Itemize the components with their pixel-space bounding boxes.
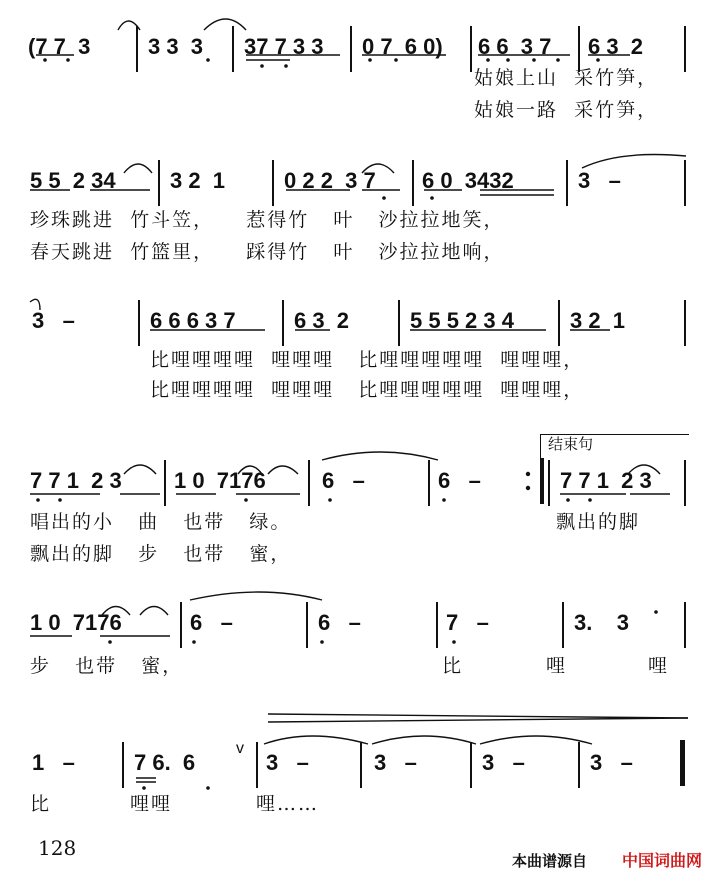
- measure: 3 –: [578, 168, 621, 193]
- barline: [398, 300, 400, 346]
- barline: [350, 26, 352, 72]
- measure: 3 –: [32, 308, 75, 333]
- measure: 7 7 1 2 3: [30, 468, 122, 493]
- lyric-word: 比: [442, 655, 464, 677]
- barline: [232, 26, 234, 72]
- measure: 6 –: [438, 468, 481, 493]
- barline: [566, 160, 568, 206]
- measure: 3 –: [590, 750, 633, 775]
- barline: [136, 26, 138, 72]
- barline: [272, 160, 274, 206]
- lyric-verse-2: 姑娘一路 采竹笋，: [474, 99, 659, 121]
- measure: 6 –: [318, 610, 361, 635]
- measure: 7 7 1 2 3: [560, 468, 652, 493]
- barline: [562, 602, 564, 648]
- source-brand[interactable]: 中国词曲网: [622, 851, 703, 870]
- barline: [470, 742, 472, 788]
- measure: 1 0 7176: [30, 610, 122, 635]
- measure: 6 6 3 7: [478, 34, 552, 59]
- barline: [282, 300, 284, 346]
- lyric-verse: 步 也带 蜜，: [30, 655, 184, 677]
- lyric-ending: 飘出的脚: [556, 511, 641, 533]
- lyric-word: 哩哩: [130, 793, 173, 815]
- lyric-verse-1: 唱出的小 曲 也带 绿。: [30, 511, 292, 533]
- barline: [122, 742, 124, 788]
- measure: 5 5 2 34: [30, 168, 116, 193]
- barline: [470, 26, 472, 72]
- measure: 6 –: [190, 610, 233, 635]
- barline: [138, 300, 140, 346]
- barline: [180, 602, 182, 648]
- breath-mark: v: [236, 740, 244, 757]
- barline: [684, 460, 686, 506]
- measure: 7 6. 6: [134, 750, 196, 775]
- lyric-verse-1: 珍珠跳进 竹斗笠， 惹得竹 叶 沙拉拉地笑，: [30, 209, 505, 231]
- barline: [158, 160, 160, 206]
- measure: 6 6 6 3 7: [150, 308, 236, 333]
- measure: 7 –: [446, 610, 489, 635]
- measure: 1 0 7176: [174, 468, 266, 493]
- barline: [684, 300, 686, 346]
- barline: [412, 160, 414, 206]
- measure: 3 2 1: [170, 168, 226, 193]
- barline: [578, 742, 580, 788]
- lyric-word: 哩: [648, 655, 670, 677]
- lyric-word: 哩……: [256, 793, 320, 815]
- measure: 3. 3: [574, 610, 630, 635]
- measure: 0 7 6 0): [362, 34, 443, 59]
- measure: 3 –: [482, 750, 525, 775]
- barline: [428, 460, 430, 506]
- ending-label: 结束句: [548, 435, 594, 453]
- lyric-verse-1: 姑娘上山 采竹笋，: [474, 67, 659, 89]
- barline: [548, 460, 550, 506]
- measure: 5 5 5 2 3 4: [410, 308, 514, 333]
- barline: [684, 160, 686, 206]
- barline: [360, 742, 362, 788]
- barline: [684, 26, 686, 72]
- barline: [684, 602, 686, 648]
- measure: 3 –: [374, 750, 417, 775]
- barline: [306, 602, 308, 648]
- barline: [308, 460, 310, 506]
- barline: [256, 742, 258, 788]
- lyric-word: 比: [30, 793, 52, 815]
- measure: 6 3 2: [588, 34, 644, 59]
- measure: 6 0 3432: [422, 168, 514, 193]
- measure: 6 –: [322, 468, 365, 493]
- measure: 3 3 3: [148, 34, 204, 59]
- barline: [164, 460, 166, 506]
- barline: [436, 602, 438, 648]
- lyric-verse-1: 比哩哩哩哩 哩哩哩 比哩哩哩哩哩 哩哩哩，: [150, 349, 585, 371]
- lyric-verse-2: 飘出的脚 步 也带 蜜，: [30, 543, 292, 565]
- measure: 1 –: [32, 750, 75, 775]
- measure: 6 3 2: [294, 308, 350, 333]
- source-text: 本曲谱源自: [512, 852, 588, 870]
- page-number: 128: [38, 836, 77, 860]
- measure: 3 –: [266, 750, 309, 775]
- measure: 37 7 3 3: [244, 34, 324, 59]
- measure: 0 2 2 3 7: [284, 168, 376, 193]
- lyric-verse-2: 比哩哩哩哩 哩哩哩 比哩哩哩哩哩 哩哩哩，: [150, 379, 585, 401]
- lyric-verse-2: 春天跳进 竹篮里， 踩得竹 叶 沙拉拉地响，: [30, 241, 505, 263]
- measure: (7 7 3: [28, 34, 91, 59]
- barline: [558, 300, 560, 346]
- measure: 3 2 1: [570, 308, 626, 333]
- lyric-word: 哩: [546, 655, 568, 677]
